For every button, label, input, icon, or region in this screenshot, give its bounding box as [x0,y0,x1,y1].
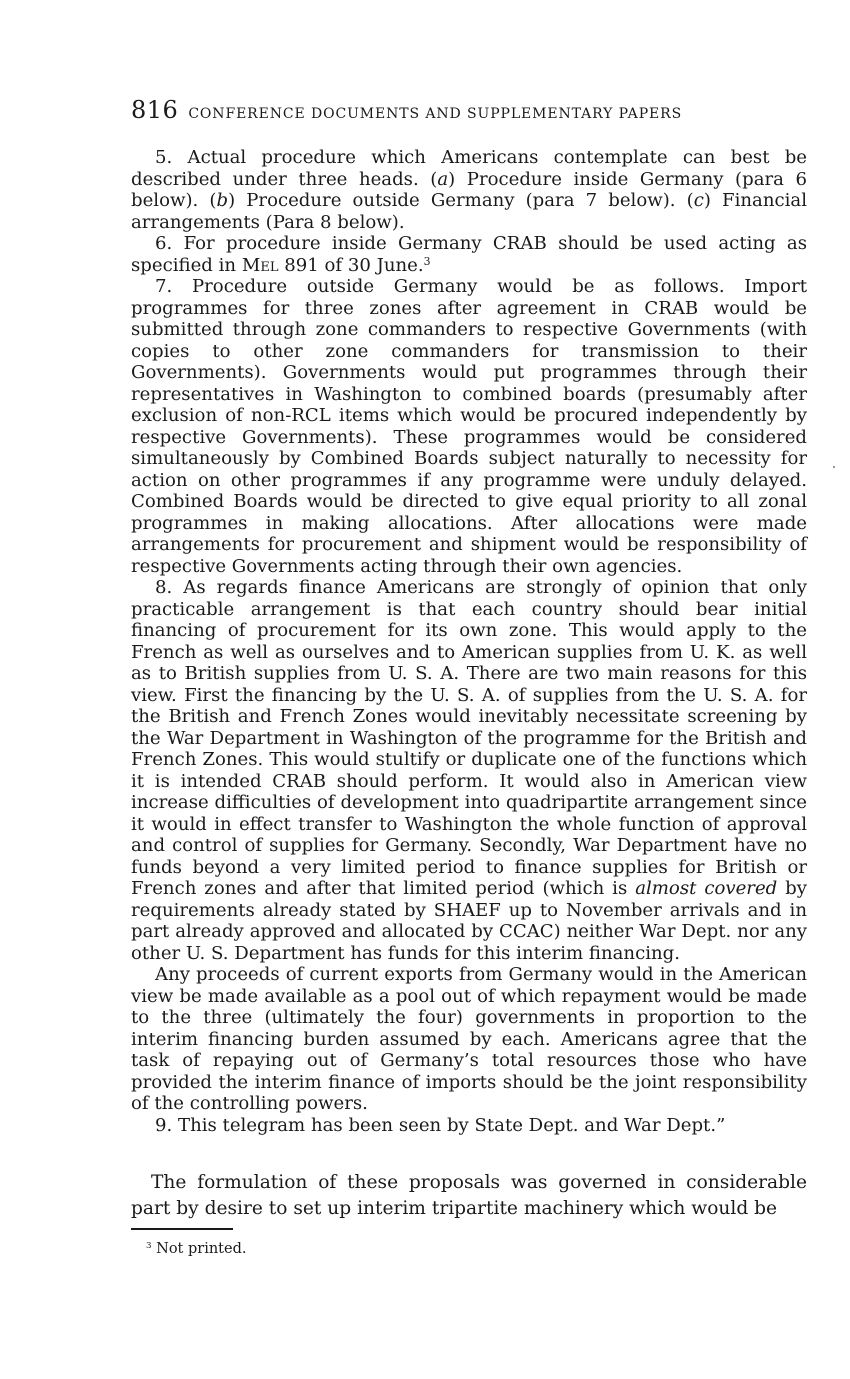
footnote [146,1239,246,1259]
paragraph-6: 6. For procedure inside Germany CRAB should be used acting as specified in Mel 891 of 30 June.$^3$ [131,233,807,276]
paragraph-8: 8. As regards finance Americans are strongly of opinion that only practicable arrangement is that each country should bear initial financing of procurement for its own zone. This would apply to the French as well as ourselves and to American supplies from U. K. as well as to British supplies from U. S. A. There are two main reasons for this view. First the financing by the U. S. A. of supplies from the U. S. A. for the British and French Zones would inevitably necessitate screening by the War Department in Washington of the programme for the British and French Zones. This would stultify or duplicate one of the functions which it is intended CRAB should perform. It would also in American view increase difficulties of development into quadripartite arrangement since it would in effect transfer to Washington the whole function of approval and control of supplies for Germany. Secondly, War Department have no funds beyond a very limited period to finance supplies for British or French zones and after that limited period (which is almost covered by requirements already stated by SHAEF up to November arrivals and in part already approved and allocated by CCAC) neither War Dept. nor any other U. S. Department has funds for this interim financing. [131,577,807,964]
footnote-text: Not printed. [151,1241,247,1257]
paragraph-8-continued: Any proceeds of current exports from Germany would in the American view be made available as a pool out of which repayment would be made to the three (ultimately the four) governments in proportion to the interim financing burden assumed by each. Americans agree that the task of repaying out of Germany’s total resources those who have provided the interim finance of imports should be the joint responsibility of the controlling powers. [131,964,807,1114]
paragraph-5: 5. Actual procedure which Americans contemplate can best be described under three heads. (a) Procedure inside Germany (para 6 below). (b) Procedure outside Germany (para 7 below). (c) Financial arrangements (Para 8 below). [131,147,807,233]
footnote-marker: 3 [146,1241,152,1252]
page-number: 816 [131,96,179,124]
footnote-rule [131,1228,233,1230]
footnote-ref: 3 [423,254,431,268]
running-head [131,96,811,124]
telegram-text [131,147,807,1136]
body-paragraph: The formulation of these proposals was governed in considerable part by desire to set up interim tripartite machinery which would be [131,1172,807,1219]
paragraph-9: 9. This telegram has been seen by State Dept. and War Dept.” [155,1114,726,1136]
body-text [131,1170,807,1222]
scan-speck [833,466,835,468]
paragraph-7: 7. Procedure outside Germany would be as follows. Import programmes for three zones after agreement in CRAB would be submitted through zone commanders to respective Governments (with copies to other zone commanders for transmission to their Governments). Governments would put programmes through their representatives in Washington to combined boards (presumably after exclusion of non-RCL items which would be procured independently by respective Governments). These programmes would be considered simultaneously by Combined Boards subject naturally to necessity for action on other programmes if any programme were unduly delayed. Combined Boards would be directed to give equal priority to all zonal programmes in making allocations. After allocations were made arrangements for procurement and shipment would be responsibility of respective Governments acting through their own agencies. [131,276,807,577]
running-title: CONFERENCE DOCUMENTS AND SUPPLEMENTARY PAPERS [188,106,683,122]
